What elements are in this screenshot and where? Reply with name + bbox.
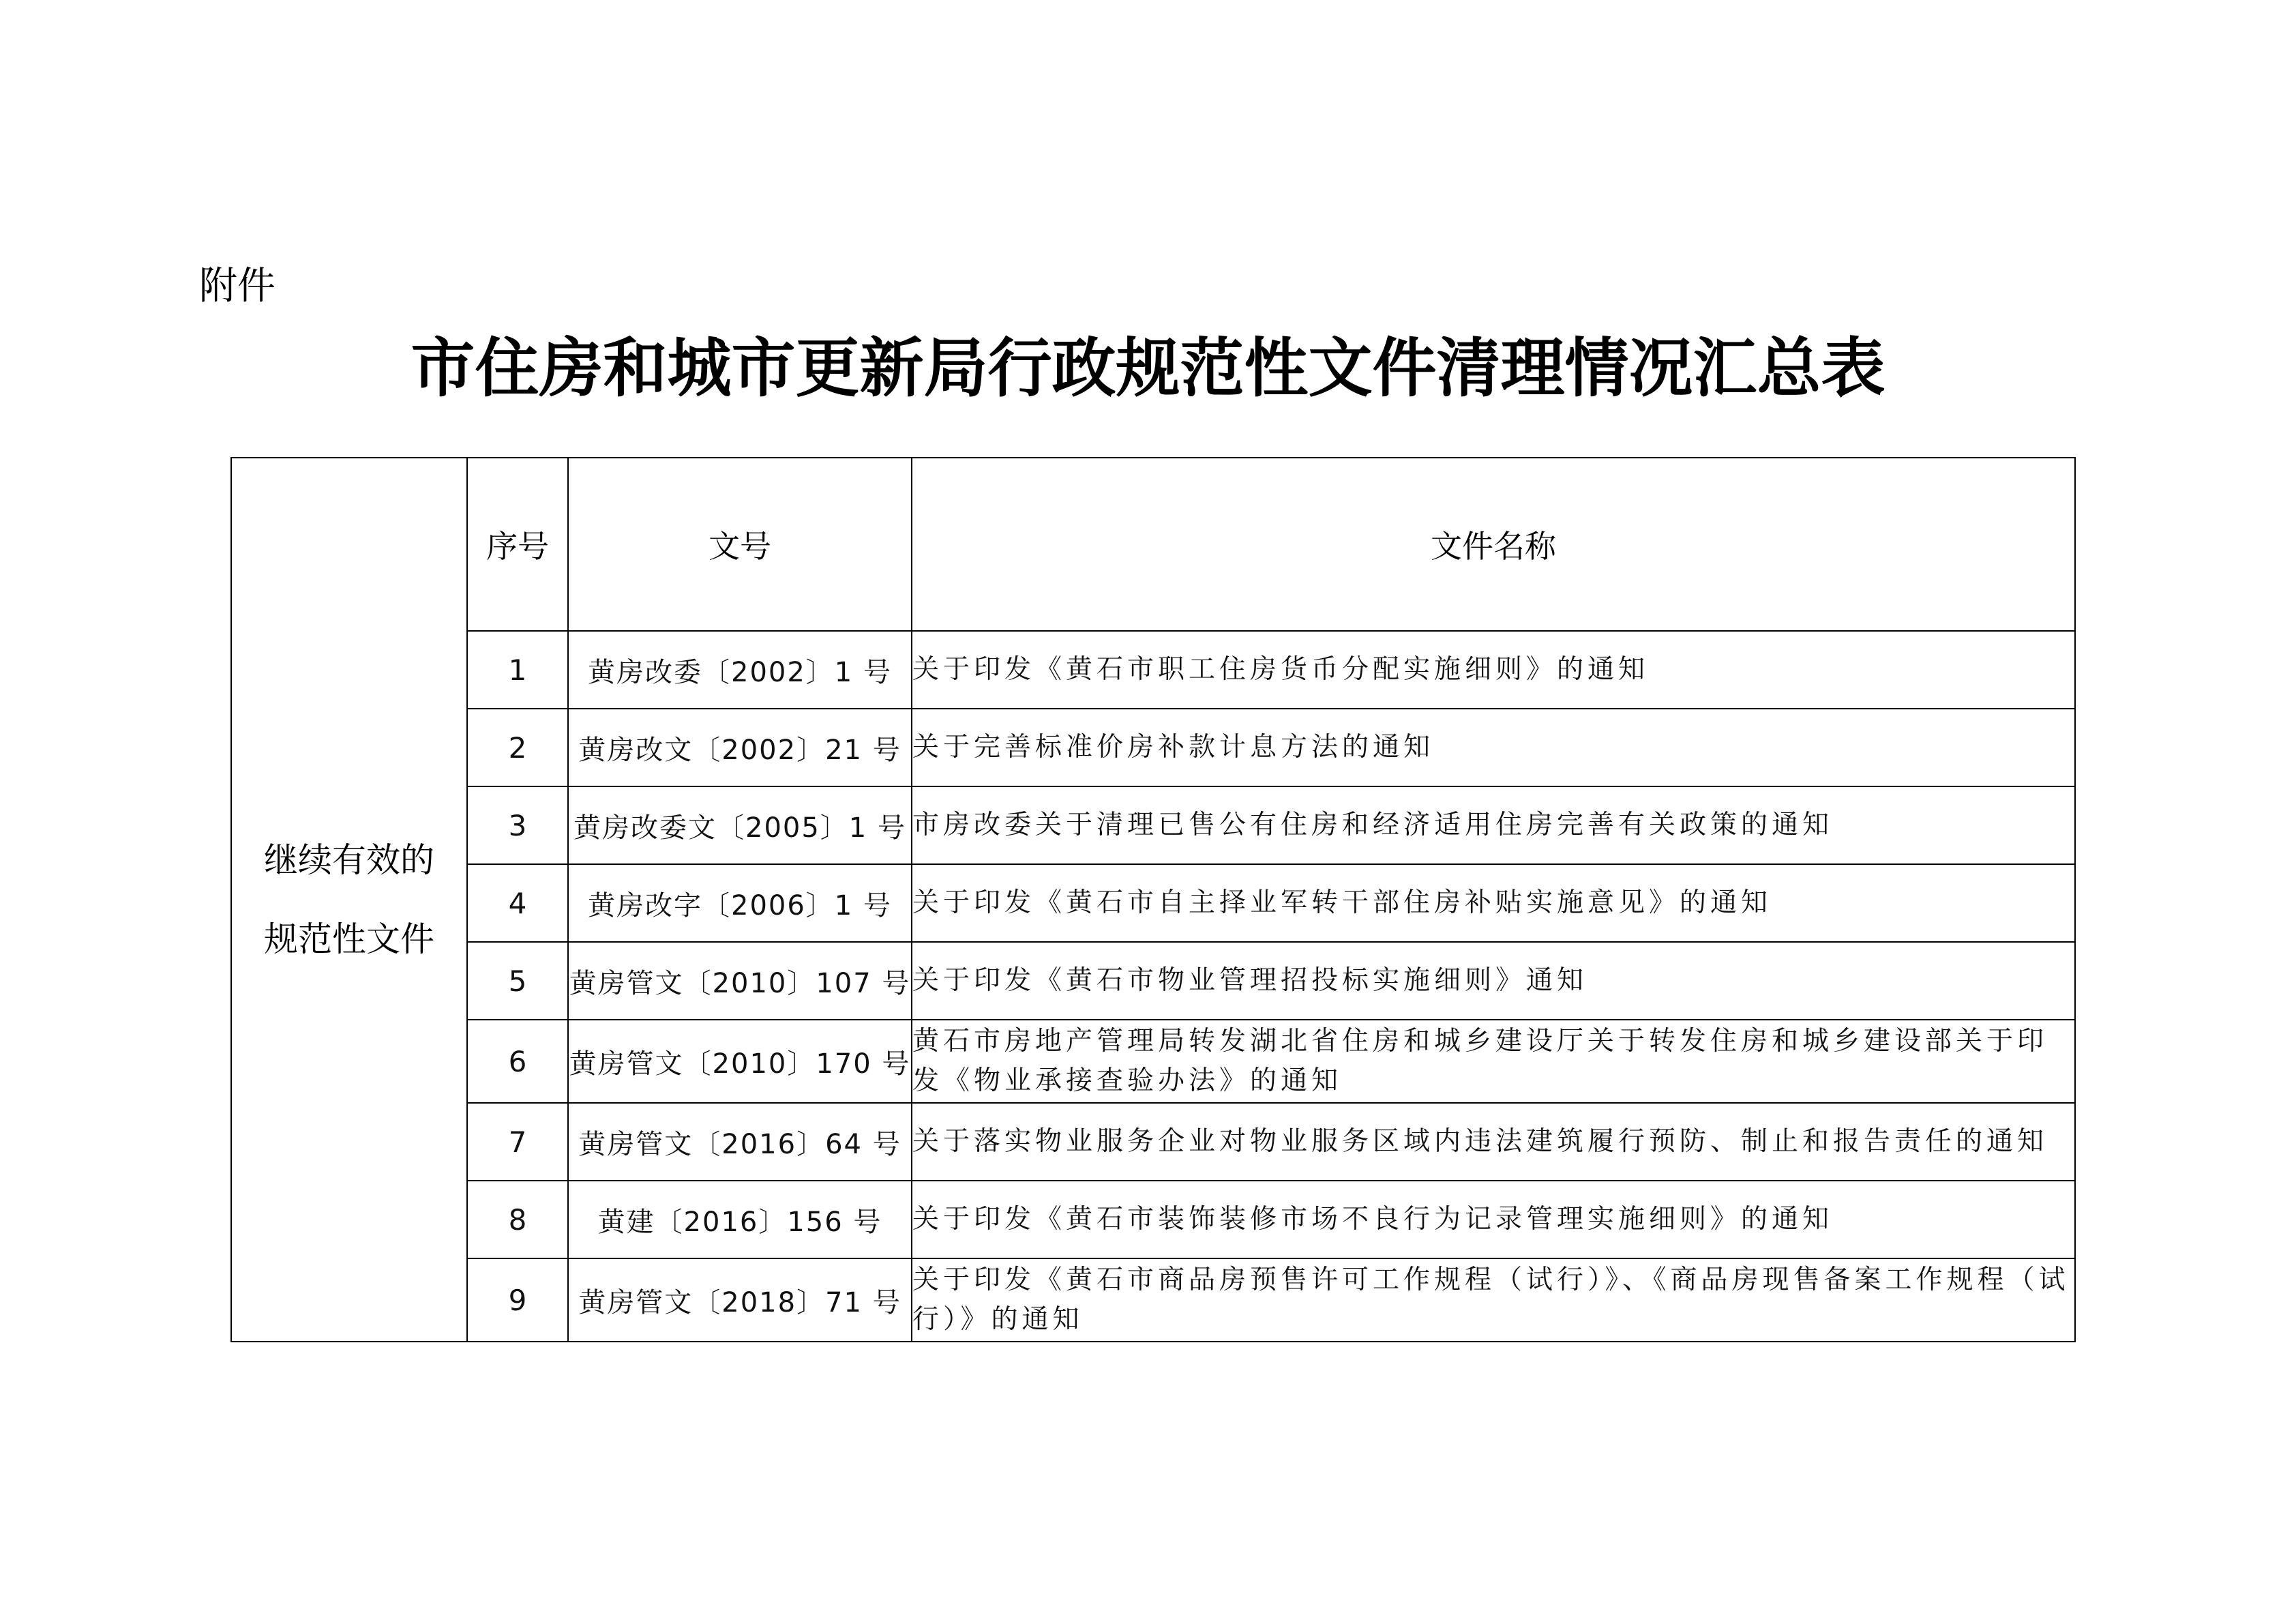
row-seq: 4 [467, 864, 568, 942]
table-row [231, 1258, 2075, 1342]
table-header-row [231, 458, 2075, 631]
row-doc-no: 黄房改字〔2006〕1 号 [568, 864, 912, 942]
table-row [231, 1181, 2075, 1258]
table-row [231, 631, 2075, 709]
row-doc-no: 黄房管文〔2010〕107 号 [568, 942, 912, 1020]
row-doc-name: 关于印发《黄石市职工住房货币分配实施细则》的通知 [912, 631, 2075, 709]
table-row [231, 942, 2075, 1020]
header-seq: 序号 [467, 458, 568, 631]
summary-table [230, 457, 2076, 1342]
row-seq: 3 [467, 786, 568, 864]
row-doc-name: 关于印发《黄石市自主择业军转干部住房补贴实施意见》的通知 [912, 864, 2075, 942]
attachment-label: 附件 [199, 264, 275, 308]
row-doc-no: 黄房改文〔2002〕21 号 [568, 709, 912, 786]
row-doc-name: 关于印发《黄石市装饰装修市场不良行为记录管理实施细则》的通知 [912, 1181, 2075, 1258]
row-doc-name: 关于印发《黄石市商品房预售许可工作规程（试行）》、《商品房现售备案工作规程（试行）》的通知 [912, 1258, 2075, 1342]
row-doc-no: 黄房管文〔2010〕170 号 [568, 1020, 912, 1103]
row-seq: 8 [467, 1181, 568, 1258]
row-seq: 6 [467, 1020, 568, 1103]
row-seq: 2 [467, 709, 568, 786]
row-doc-name: 关于印发《黄石市物业管理招投标实施细则》通知 [912, 942, 2075, 1020]
row-doc-name: 关于完善标准价房补款计息方法的通知 [912, 709, 2075, 786]
row-seq: 1 [467, 631, 568, 709]
row-seq: 5 [467, 942, 568, 1020]
table-row [231, 786, 2075, 864]
row-doc-name: 关于落实物业服务企业对物业服务区域内违法建筑履行预防、制止和报告责任的通知 [912, 1103, 2075, 1181]
category-label-line-1: 继续有效的 [264, 840, 434, 880]
table-row [231, 864, 2075, 942]
row-doc-no: 黄房改委文〔2005〕1 号 [568, 786, 912, 864]
row-doc-no: 黄房改委〔2002〕1 号 [568, 631, 912, 709]
row-doc-name: 黄石市房地产管理局转发湖北省住房和城乡建设厅关于转发住房和城乡建设部关于印发《物业承接查验办法》的通知 [912, 1020, 2075, 1103]
row-doc-no: 黄房管文〔2016〕64 号 [568, 1103, 912, 1181]
category-label-line-2: 规范性文件 [264, 919, 434, 959]
table-row [231, 709, 2075, 786]
header-doc-name: 文件名称 [912, 458, 2075, 631]
row-doc-name: 市房改委关于清理已售公有住房和经济适用住房完善有关政策的通知 [912, 786, 2075, 864]
row-doc-no: 黄建〔2016〕156 号 [568, 1181, 912, 1258]
row-seq: 9 [467, 1258, 568, 1342]
table-row [231, 1103, 2075, 1181]
row-seq: 7 [467, 1103, 568, 1181]
header-doc-no: 文号 [568, 458, 912, 631]
table-row [231, 1020, 2075, 1103]
row-doc-no: 黄房管文〔2018〕71 号 [568, 1258, 912, 1342]
category-cell [231, 458, 467, 1342]
document-title: 市住房和城市更新局行政规范性文件清理情况汇总表 [411, 331, 1885, 406]
